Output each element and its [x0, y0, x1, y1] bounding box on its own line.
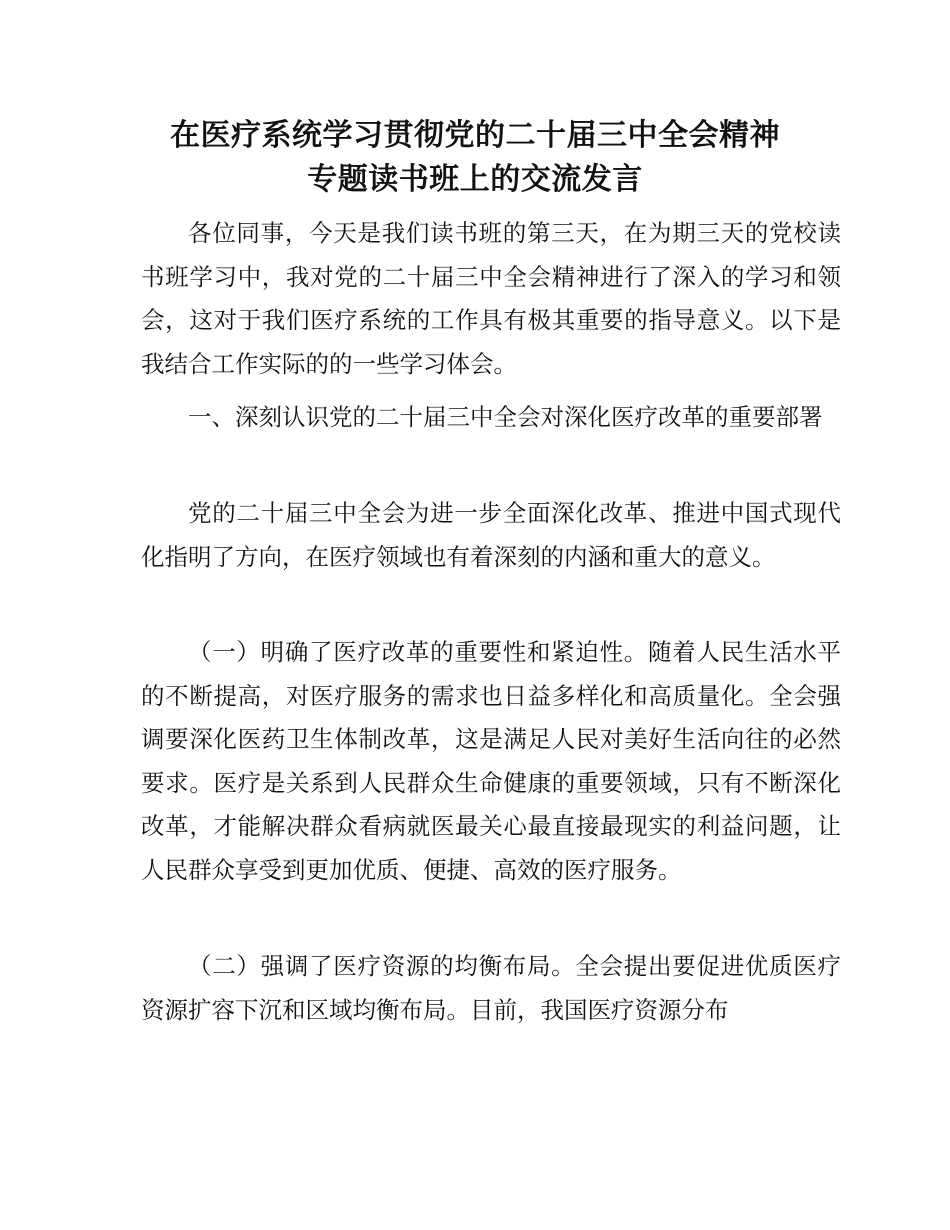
document-title-line-2: 专题读书班上的交流发言: [307, 162, 643, 197]
document-title-line-1: 在医疗系统学习贯彻党的二十届三中全会精神: [170, 118, 780, 153]
paragraph-section-1-intro: 党的二十届三中全会为进一步全面深化改革、推进中国式现代化指明了方向，在医疗领域也有着深刻的内涵和重大的意义。: [141, 499, 841, 571]
section-heading-1: 一、深刻认识党的二十届三中全会对深化医疗改革的重要部署: [188, 403, 823, 431]
paragraph-point-1: （一）明确了医疗改革的重要性和紧迫性。随着人民生活水平的不断提高，对医疗服务的需求也日益多样化和高质量化。全会强调要深化医药卫生体制改革，这是满足人民对美好生活向往的必然要求。医疗是关系到人民群众生命健康的重要领域，只有不断深化改革，才能解决群众看病就医最关心最直接最现实的利益问题，让人民群众享受到更加优质、便捷、高效的医疗服务。: [141, 638, 841, 884]
paragraph-opening: 各位同事，今天是我们读书班的第三天，在为期三天的党校读书班学习中，我对党的二十届三中全会精神进行了深入的学习和领会，这对于我们医疗系统的工作具有极其重要的指导意义。以下是我结合工作实际的的一些学习体会。: [141, 219, 841, 378]
paragraph-point-2: （二）强调了医疗资源的均衡布局。全会提出要促进优质医疗资源扩容下沉和区域均衡布局。目前，我国医疗资源分布: [141, 952, 841, 1024]
